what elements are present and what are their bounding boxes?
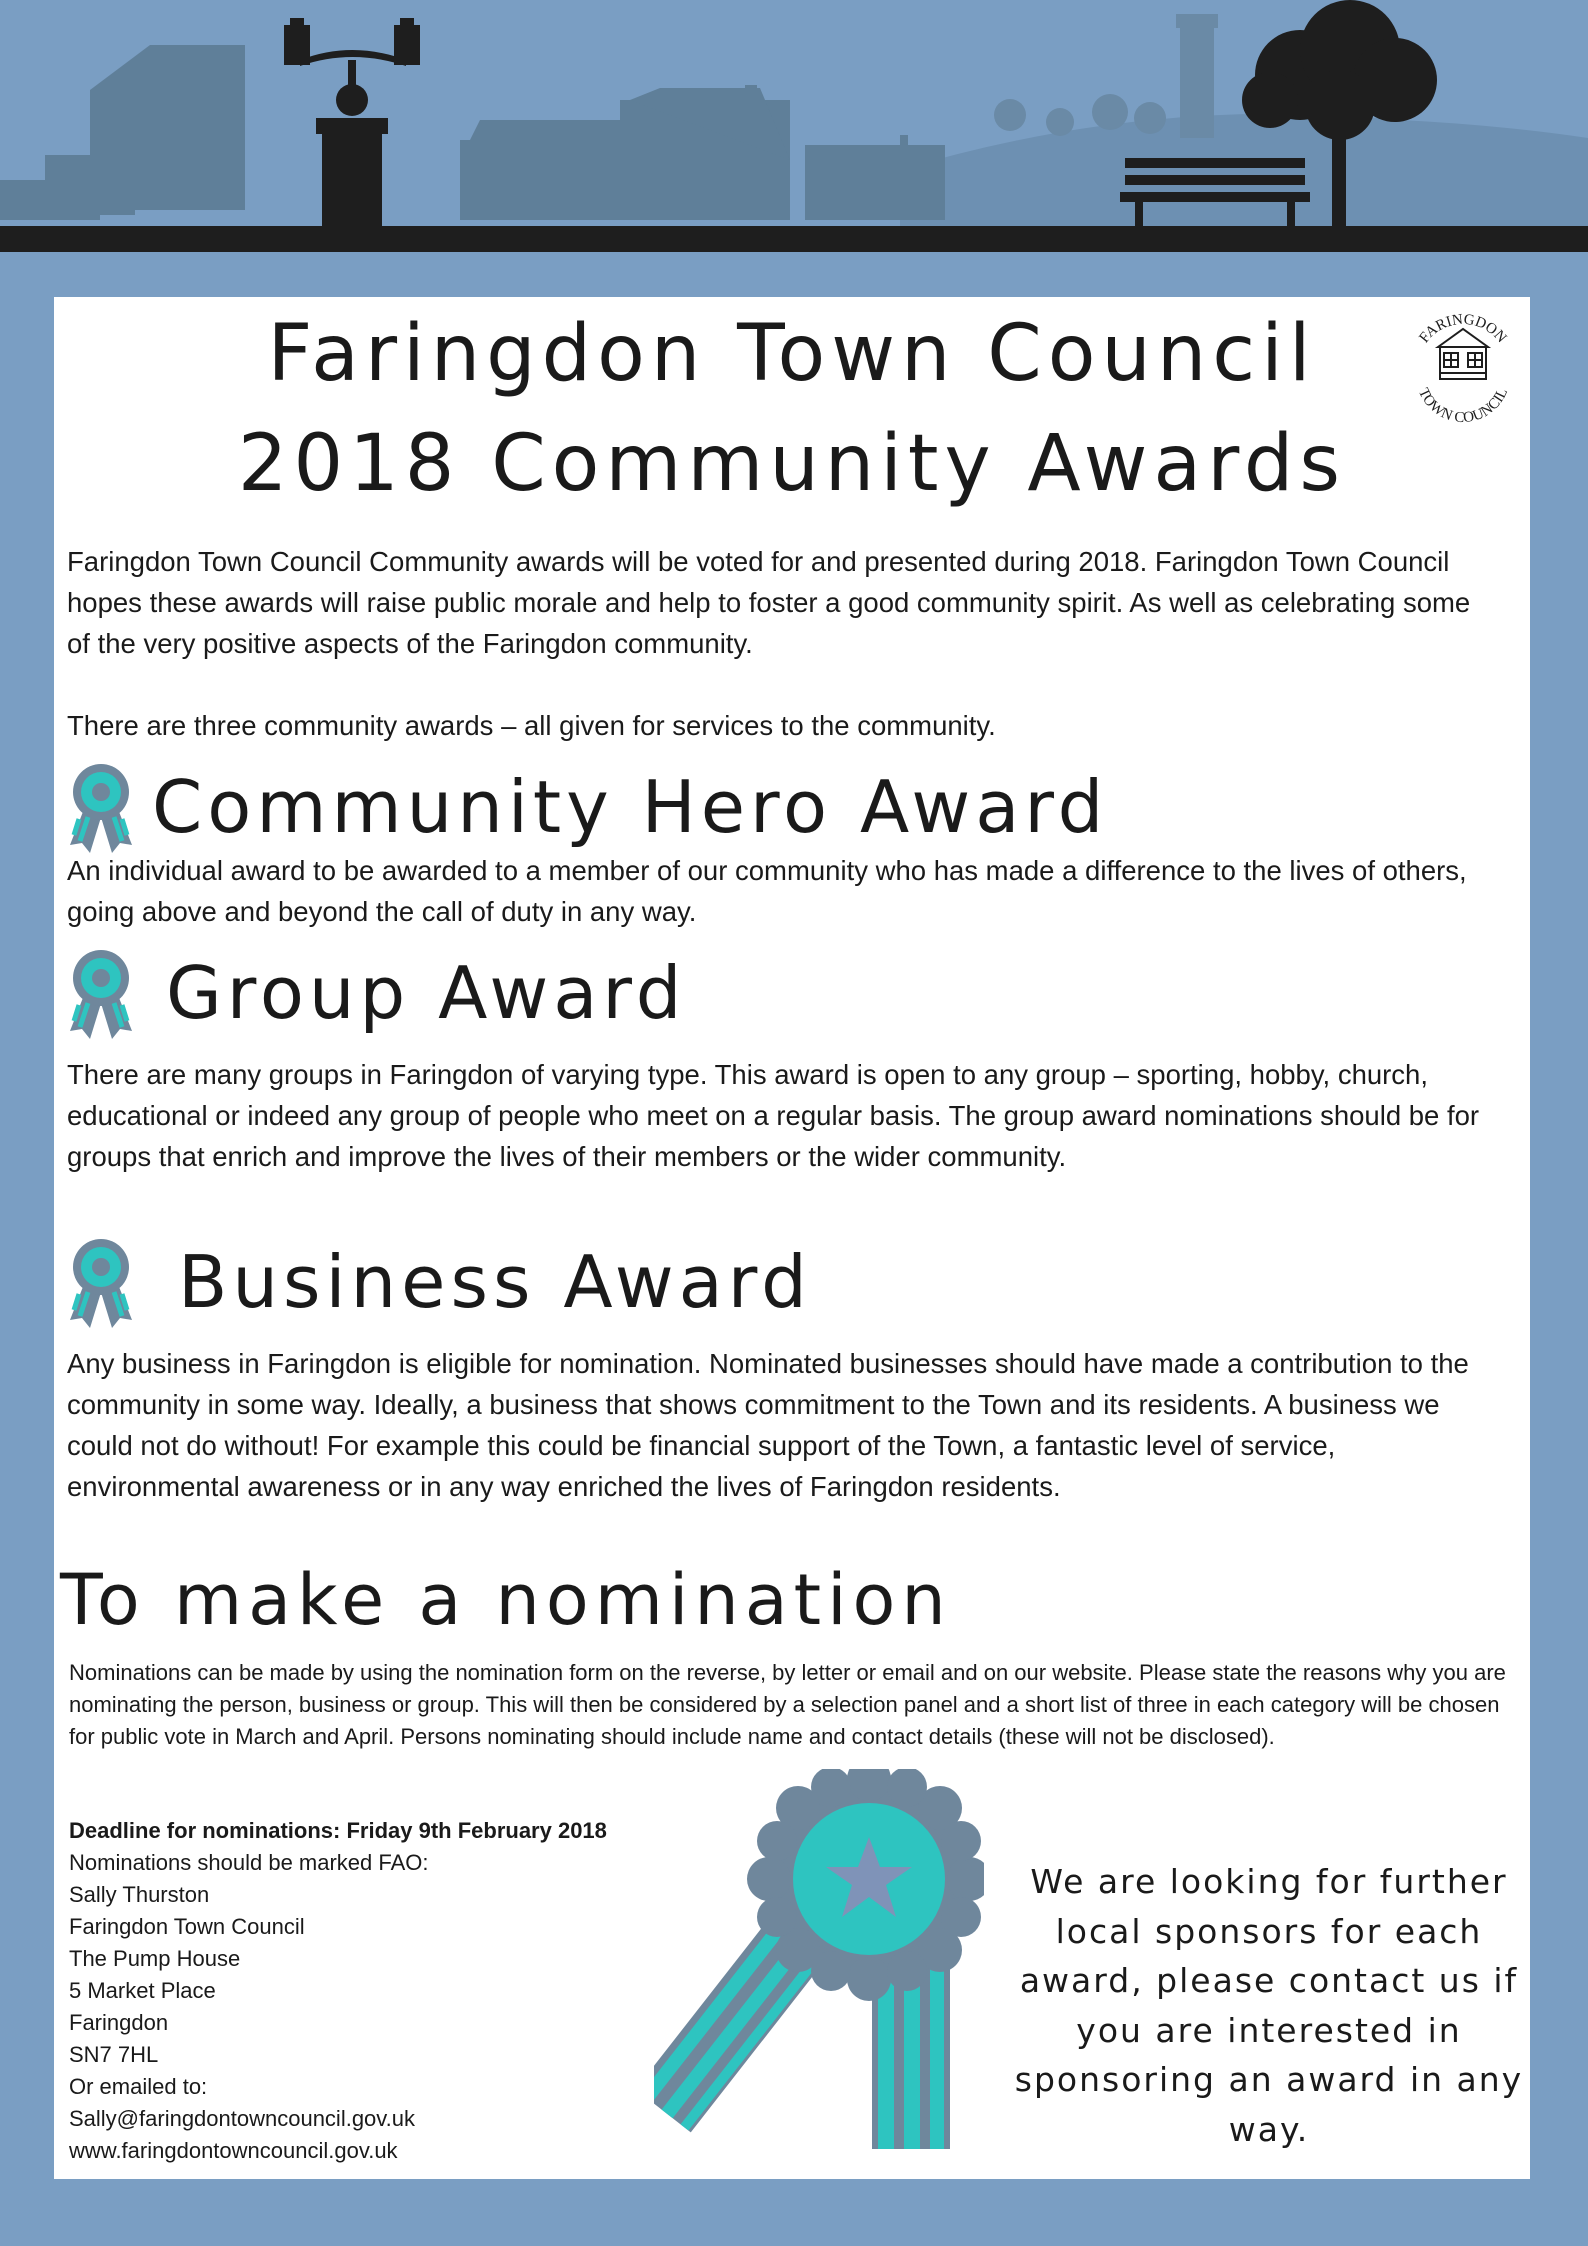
header-skyline-illustration: [0, 0, 1588, 252]
address-line: Faringdon Town Council: [69, 1914, 305, 1939]
svg-text:FARINGDON: FARINGDON: [1416, 311, 1510, 347]
poster-card: [54, 297, 1530, 2179]
nomination-deadline: Deadline for nominations: Friday 9th February 2018: [69, 1818, 607, 1843]
award-title: Business Award: [178, 1240, 812, 1324]
website-link[interactable]: www.faringdontowncouncil.gov.uk: [69, 2138, 398, 2163]
intro-paragraph-1: Faringdon Town Council Community awards will be voted for and presented during 2018. Faringdon Town Council hopes these awards will raise public morale and help to foster a good community spirit. As well as celebrating some of the very positive aspects of the Faringdon community.: [67, 546, 1471, 659]
title-line-1: Faringdon Town Council: [267, 309, 1317, 399]
sponsor-message: We are looking for further local sponsors for each award, please contact us if you are interested in sponsoring an award in any way.: [1014, 1862, 1524, 2149]
large-rosette-icon: [654, 1769, 984, 2149]
address-line: Faringdon: [69, 2010, 169, 2035]
award-description-group: There are many groups in Faringdon of varying type. This award is open to any group – sporting, hobby, church, educational or indeed any group of people who meet on a regular basis. The group award nominations should be for groups that enrich and improve the lives of their members or the wider community.: [67, 1059, 1480, 1172]
email-link[interactable]: Sally@faringdontowncouncil.gov.uk: [69, 2106, 416, 2131]
award-heading-community-hero: [64, 757, 1108, 857]
address-line: 5 Market Place: [69, 1978, 216, 2003]
address-line: Or emailed to:: [69, 2074, 208, 2099]
rosette-icon: [64, 759, 138, 855]
award-title: Community Hero Award: [152, 765, 1109, 849]
award-title: Group Award: [166, 951, 687, 1035]
address-line: Nominations should be marked FAO:: [69, 1850, 429, 1875]
rosette-icon: [64, 1234, 138, 1330]
intro-paragraph-2: There are three community awards – all given for services to the community.: [67, 710, 996, 741]
award-heading-business: [64, 1232, 812, 1332]
address-line: The Pump House: [69, 1946, 241, 1971]
svg-text:TOWN COUNCIL: TOWN COUNCIL: [1414, 385, 1512, 427]
award-heading-group: [64, 943, 686, 1043]
nomination-address-block: [69, 1815, 709, 2167]
nomination-heading: To make a nomination: [60, 1559, 952, 1641]
award-description-business: Any business in Faringdon is eligible for nomination. Nominated businesses should have made a contribution to the community in some way. Ideally, a business that shows commitment to the Town and its residents. A business we could not do without! For example this could be financial support of the Town, a fantastic level of service, environmental awareness or in any way enriched the lives of Faringdon residents.: [67, 1348, 1469, 1502]
nomination-text: Nominations can be made by using the nomination form on the reverse, by letter or email and on our website. Please state the reasons why you are nominating the person, business or group. This will then be considered by a selection panel and a short list of three in each category will be chosen for public vote in March and April. Persons nominating should include name and contact details (these will not be disclosed).: [69, 1660, 1506, 1749]
address-line: SN7 7HL: [69, 2042, 159, 2067]
address-line: Sally Thurston: [69, 1882, 210, 1907]
rosette-icon: [64, 945, 138, 1041]
title-line-2: 2018 Community Awards: [237, 419, 1347, 509]
award-description-community-hero: An individual award to be awarded to a member of our community who has made a difference to the lives of others, going above and beyond the call of duty in any way.: [67, 855, 1467, 927]
